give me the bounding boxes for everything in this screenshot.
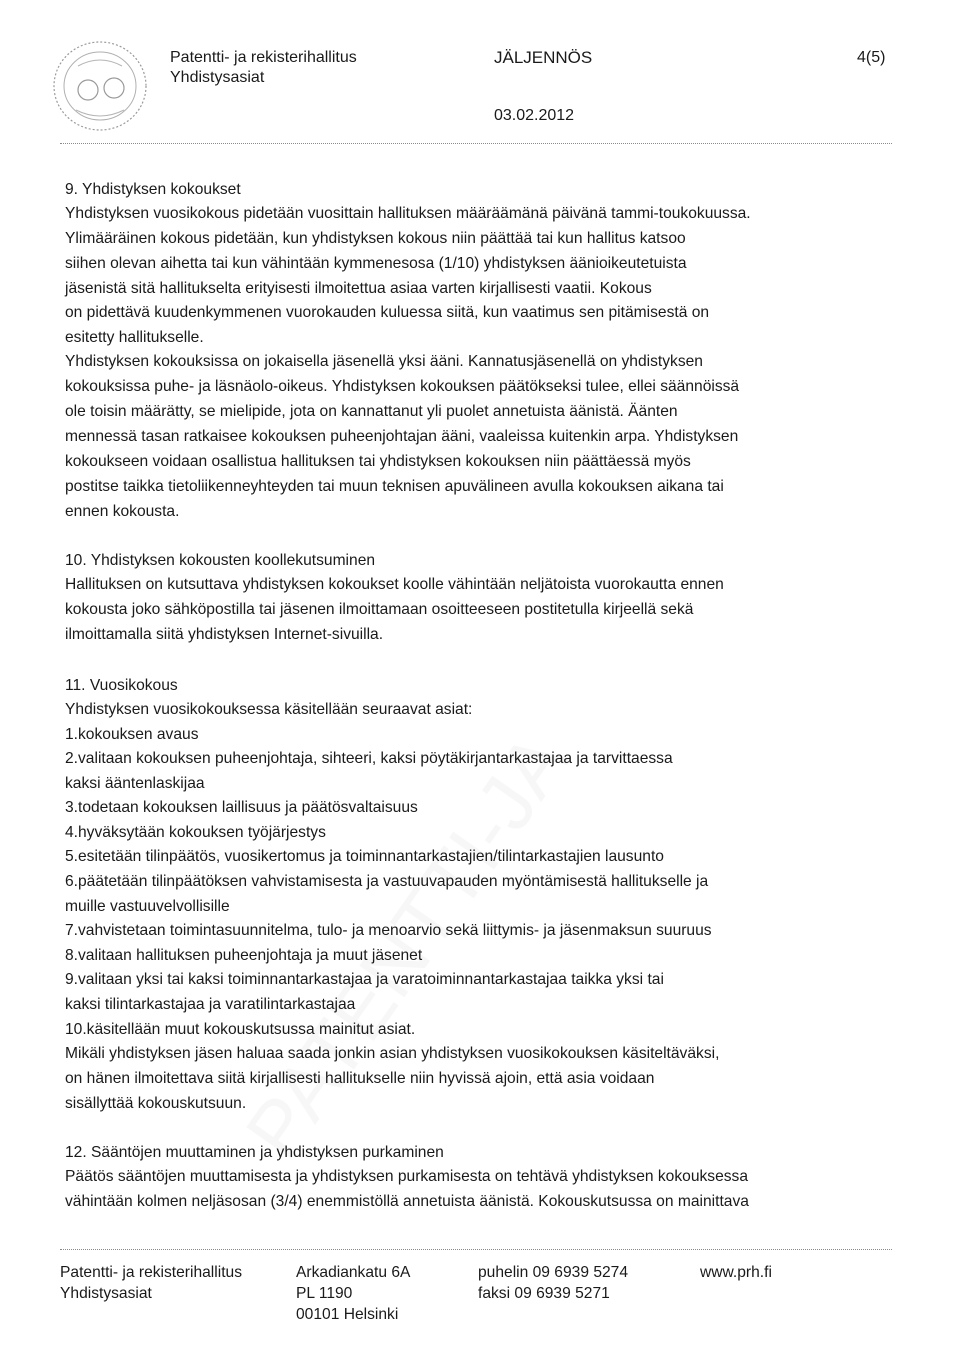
section-heading: 11. Vuosikokous xyxy=(65,677,178,694)
list-item: 6.päätetään tilinpäätöksen vahvistamisesta ja vastuuvapauden myöntämisestä hallitukselle ja xyxy=(65,873,709,890)
text-line: kokousta joko sähköpostilla tai jäsenen ilmoittamaan osoitteeseen postitetulla kirjeellä sekä xyxy=(65,601,694,618)
list-item: 10.käsitellään muut kokouskutsussa mainitut asiat. xyxy=(65,1021,416,1038)
list-item: 8.valitaan hallituksen puheenjohtaja ja muut jäsenet xyxy=(65,947,423,964)
list-item: 5.esitetään tilinpäätös, vuosikertomus ja toiminnantarkastajien/tilintarkastajien lausunto xyxy=(65,848,664,865)
footer-rule xyxy=(60,1249,892,1250)
text-line: Yhdistyksen vuosikokouksessa käsitellään seuraavat asiat: xyxy=(65,701,473,718)
section-heading: 12. Sääntöjen muuttaminen ja yhdistyksen purkaminen xyxy=(65,1144,444,1161)
page-number: 4(5) xyxy=(857,49,886,66)
text-line: sisällyttää kokouskutsuun. xyxy=(65,1095,247,1112)
section-heading: 10. Yhdistyksen kokousten koollekutsuminen xyxy=(65,552,376,569)
text-line: Mikäli yhdistyksen jäsen haluaa saada jonkin asian yhdistyksen vuosikokouksen käsiteltäväksi, xyxy=(65,1045,720,1062)
footer-fax: faksi 09 6939 5271 xyxy=(478,1285,610,1302)
official-seal-icon xyxy=(48,36,152,134)
text-line: jäsenistä sitä hallitukselta erityisesti ilmoitettua asiaa varten kirjallisesti vaatii. Kokous xyxy=(65,280,652,297)
header-org: Patentti- ja rekisterihallitus xyxy=(170,49,357,66)
text-line: Ylimääräinen kokous pidetään, kun yhdistyksen kokous niin päättää tai kun hallitus katsoo xyxy=(65,230,686,247)
text-line: esitetty hallitukselle. xyxy=(65,329,204,346)
list-item: 2.valitaan kokouksen puheenjohtaja, sihteeri, kaksi pöytäkirjantarkastajaa ja tarvittaessa xyxy=(65,750,673,767)
list-item: kaksi tilintarkastajaa ja varatilintarkastajaa xyxy=(65,996,356,1013)
text-line: postitse taikka tietoliikenneyhteyden tai muun teknisen apuvälineen avulla kokouksen aikana tai xyxy=(65,478,724,495)
text-line: ennen kokousta. xyxy=(65,503,180,520)
text-line: ilmoittamalla siitä yhdistyksen Internet-sivuilla. xyxy=(65,626,384,643)
header-unit: Yhdistysasiat xyxy=(170,69,265,86)
text-line: Päätös sääntöjen muuttamisesta ja yhdistyksen purkamisesta on tehtävä yhdistyksen kokouksessa xyxy=(65,1168,749,1185)
text-line: Yhdistyksen vuosikokous pidetään vuosittain hallituksen määräämänä päivänä tammi-toukokuussa. xyxy=(65,205,751,222)
text-line: on pidettävä kuudenkymmenen vuorokauden kuluessa siitä, kun vaatimus sen pitämisestä on xyxy=(65,304,710,321)
footer-street: Arkadiankatu 6A xyxy=(296,1264,411,1281)
seal-logo xyxy=(48,36,152,134)
text-line: kokouksissa puhe- ja läsnäolo-oikeus. Yhdistyksen kokouksen päätökseksi tulee, ellei säännöissä xyxy=(65,378,740,395)
text-line: kokoukseen voidaan osallistua hallituksen tai yhdistyksen kokouksen niin päättäessä myös xyxy=(65,453,691,470)
document-type-label: JÄLJENNÖS xyxy=(494,48,593,67)
list-item: 9.valitaan yksi tai kaksi toiminnantarkastajaa ja varatoiminnantarkastajaa taikka yksi tai xyxy=(65,971,664,988)
document-date: 03.02.2012 xyxy=(494,107,575,124)
text-line: siihen olevan aihetta tai kun vähintään kymmenesosa (1/10) yhdistyksen äänioikeutetuista xyxy=(65,255,687,272)
footer-website-link[interactable]: www.prh.fi xyxy=(700,1264,772,1281)
list-item: muille vastuuvelvollisille xyxy=(65,898,230,915)
list-item: 3.todetaan kokouksen laillisuus ja päätösvaltaisuus xyxy=(65,799,418,816)
text-line: Hallituksen on kutsuttava yhdistyksen kokoukset koolle vähintään neljätoista vuorokautta ennen xyxy=(65,576,724,593)
header-rule xyxy=(60,143,892,144)
footer-postal: 00101 Helsinki xyxy=(296,1306,399,1323)
text-line: Yhdistyksen kokouksissa on jokaisella jäsenellä yksi ääni. Kannatusjäsenellä on yhdistyksen xyxy=(65,353,703,370)
text-line: on hänen ilmoitettava siitä kirjallisesti hallitukselle niin hyvissä ajoin, että asia voidaan xyxy=(65,1070,655,1087)
footer-pobox: PL 1190 xyxy=(296,1285,353,1302)
footer-unit: Yhdistysasiat xyxy=(60,1285,152,1302)
list-item: 4.hyväksytään kokouksen työjärjestys xyxy=(65,824,326,841)
text-line: ole toisin määrätty, se mielipide, jota on kannattanut yli puolet annetuista äänistä. Äänten xyxy=(65,403,678,420)
footer-phone: puhelin 09 6939 5274 xyxy=(478,1264,629,1281)
list-item: 1.kokouksen avaus xyxy=(65,726,199,743)
text-line: vähintään kolmen neljäsosan (3/4) enemmistöllä annetuista äänistä. Kokouskutsussa on mainittava xyxy=(65,1193,749,1210)
footer-org: Patentti- ja rekisterihallitus xyxy=(60,1264,243,1281)
section-heading: 9. Yhdistyksen kokoukset xyxy=(65,181,241,198)
text-line: mennessä tasan ratkaisee kokouksen puheenjohtajan ääni, vaaleissa kuitenkin arpa. Yhdistyksen xyxy=(65,428,739,445)
list-item: kaksi ääntenlaskijaa xyxy=(65,775,205,792)
list-item: 7.vahvistetaan toimintasuunnitelma, tulo- ja menoarvio sekä liittymis- ja jäsenmaksun suuruus xyxy=(65,922,712,939)
